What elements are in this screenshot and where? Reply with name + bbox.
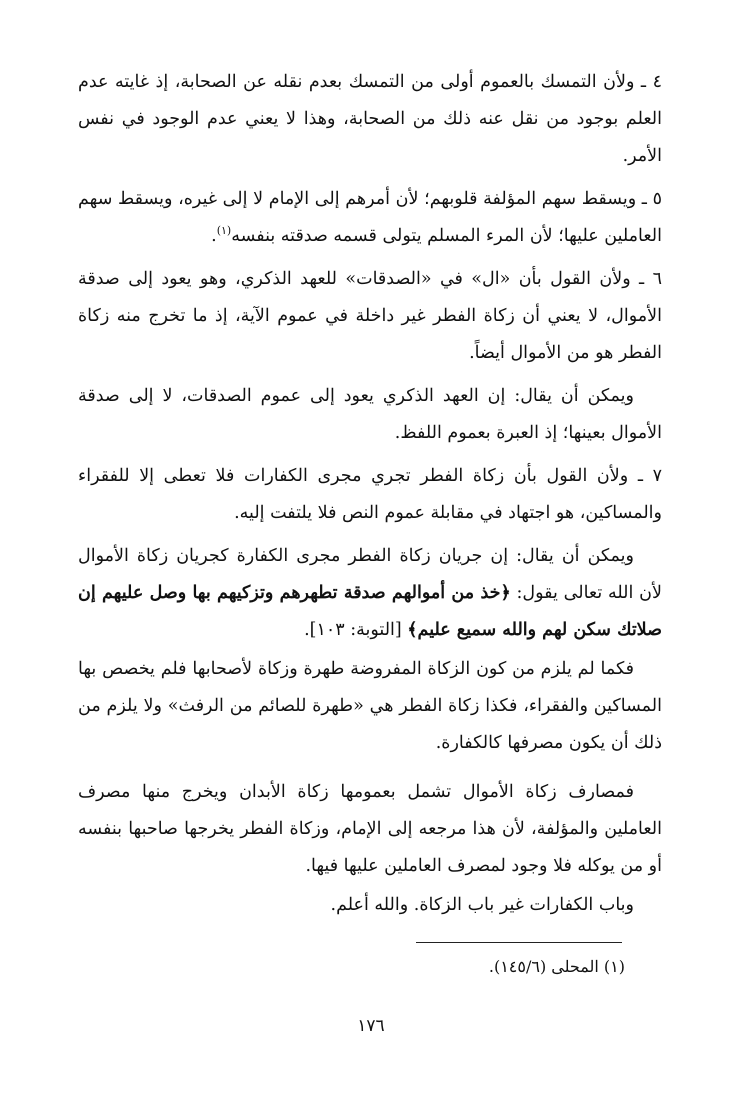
paragraph-point-4: ٤ ـ ولأن التمسك بالعموم أولى من التمسك بعدم نقله عن الصحابة، إذ غايته عدم العلم بوجود من نقل عنه ذلك من الصحابة، وهذا لا يعني عدم الوجود في نفس الأمر. — [78, 72, 663, 166]
footnote-separator — [416, 942, 622, 943]
paragraph-objection-1: ويمكن أن يقال: إن العهد الذكري يعود إلى عموم الصدقات، لا إلى صدقة الأموال بعينها؛ إذ العبرة بعموم اللفظ. — [78, 386, 662, 443]
quran-verse: ﴿خذ من أموالهم صدقة تطهرهم وتزكيهم بها وصل عليهم إن صلاتك سكن لهم والله سميع عليم﴾ — [78, 583, 662, 640]
paragraph-end: . — [211, 226, 217, 246]
paragraph-response: فكما لم يلزم من كون الزكاة المفروضة طهرة وزكاة لأصحابها فلم يخصص بها المساكين والفقراء، فكذا زكاة الفطر هي «طهرة للصائم من الرفث» ولا يلزم من ذلك أن يكون مصرفها كالكفارة. — [78, 659, 662, 753]
paragraph-point-6: ٦ ـ ولأن القول بأن «ال» في «الصدقات» للعهد الذكري، وهو يعود إلى صدقة الأموال، لا يعني أن زكاة الفطر غير داخلة في عموم الآية، إذ ما تخرج منه زكاة الفطر هو من الأموال أيضاً. — [78, 269, 662, 363]
paragraph-objection-2 — [78, 538, 662, 649]
paragraph-text: ويمكن أن يقال: إن جريان زكاة الفطر مجرى الكفارة كجريان زكاة الأموال لأن الله تعالى يقول: — [78, 546, 662, 603]
verse-citation: [التوبة: ١٠٣]. — [304, 620, 408, 640]
paragraph-text: ٥ ـ ويسقط سهم المؤلفة قلوبهم؛ لأن أمرهم إلى الإمام لا إلى غيره، ويسقط سهم العاملين عليها؛ لأن المرء المسلم يتولى قسمه صدقته بنفسه — [78, 189, 662, 246]
paragraph-point-5 — [78, 181, 662, 255]
paragraph-point-7: ٧ ـ ولأن القول بأن زكاة الفطر تجري مجرى الكفارات فلا تعطى إلا للفقراء والمساكين، هو اجتهاد في مقابلة عموم النص فلا يلتفت إليه. — [78, 466, 662, 523]
main-text — [78, 64, 662, 930]
page-number: ١٧٦ — [357, 1016, 385, 1036]
footnote: (١) المحلى (١٤٥/٦). — [488, 957, 625, 976]
paragraph-closing: وباب الكفارات غير باب الزكاة. والله أعلم. — [330, 895, 634, 915]
paragraph-conclusion: فمصارف زكاة الأموال تشمل بعمومها زكاة الأبدان ويخرج منها مصرف العاملين والمؤلفة، لأن هذا مرجعه إلى الإمام، وزكاة الفطر يخرجها صاحبها بنفسه أو من يوكله فلا وجود لمصرف العاملين عليها فيها. — [78, 782, 662, 876]
footnote-reference: (١) — [216, 224, 232, 238]
